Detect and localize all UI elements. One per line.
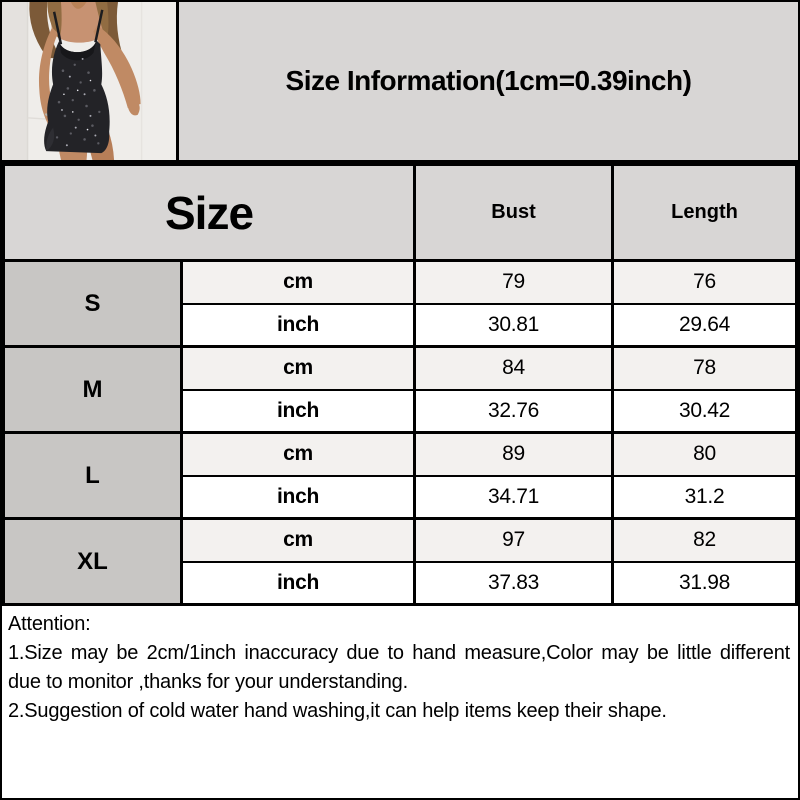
unit-cm: cm — [182, 347, 415, 390]
xl-length-cm: 82 — [613, 519, 797, 562]
xl-bust-inch: 37.83 — [415, 562, 613, 605]
unit-inch: inch — [182, 476, 415, 519]
attention-note-1: 1.Size may be 2cm/1inch inaccuracy due to hand measure,Color may be little different due to monitor ,thanks for your understanding. — [8, 642, 790, 693]
table-row — [4, 261, 797, 304]
xl-length-inch: 31.98 — [613, 562, 797, 605]
size-label-l: L — [4, 433, 182, 519]
l-bust-inch: 34.71 — [415, 476, 613, 519]
table-row — [4, 519, 797, 562]
s-bust-inch: 30.81 — [415, 304, 613, 347]
size-label-xl: XL — [4, 519, 182, 605]
unit-cm: cm — [182, 261, 415, 304]
attention-note-2: 2.Suggestion of cold water hand washing,it can help items keep their shape. — [8, 700, 667, 722]
m-length-inch: 30.42 — [613, 390, 797, 433]
product-photo — [2, 2, 179, 160]
unit-inch: inch — [182, 390, 415, 433]
header-size: Size — [4, 165, 415, 261]
size-table — [2, 163, 798, 606]
unit-cm: cm — [182, 433, 415, 476]
m-length-cm: 78 — [613, 347, 797, 390]
header-bust: Bust — [415, 165, 613, 261]
s-length-cm: 76 — [613, 261, 797, 304]
table-header-row — [4, 165, 797, 261]
model-photo-illustration — [2, 2, 176, 160]
attention-heading: Attention: — [8, 613, 91, 635]
l-bust-cm: 89 — [415, 433, 613, 476]
unit-inch: inch — [182, 304, 415, 347]
m-bust-cm: 84 — [415, 347, 613, 390]
title-banner — [179, 2, 798, 160]
l-length-inch: 31.2 — [613, 476, 797, 519]
s-length-inch: 29.64 — [613, 304, 797, 347]
l-length-cm: 80 — [613, 433, 797, 476]
xl-bust-cm: 97 — [415, 519, 613, 562]
table-row — [4, 347, 797, 390]
unit-cm: cm — [182, 519, 415, 562]
attention-section — [2, 606, 798, 798]
table-row — [4, 433, 797, 476]
page-title: Size Information(1cm=0.39inch) — [285, 65, 692, 96]
s-bust-cm: 79 — [415, 261, 613, 304]
top-row — [2, 2, 798, 163]
size-label-m: M — [4, 347, 182, 433]
size-label-s: S — [4, 261, 182, 347]
header-length: Length — [613, 165, 797, 261]
m-bust-inch: 32.76 — [415, 390, 613, 433]
unit-inch: inch — [182, 562, 415, 605]
